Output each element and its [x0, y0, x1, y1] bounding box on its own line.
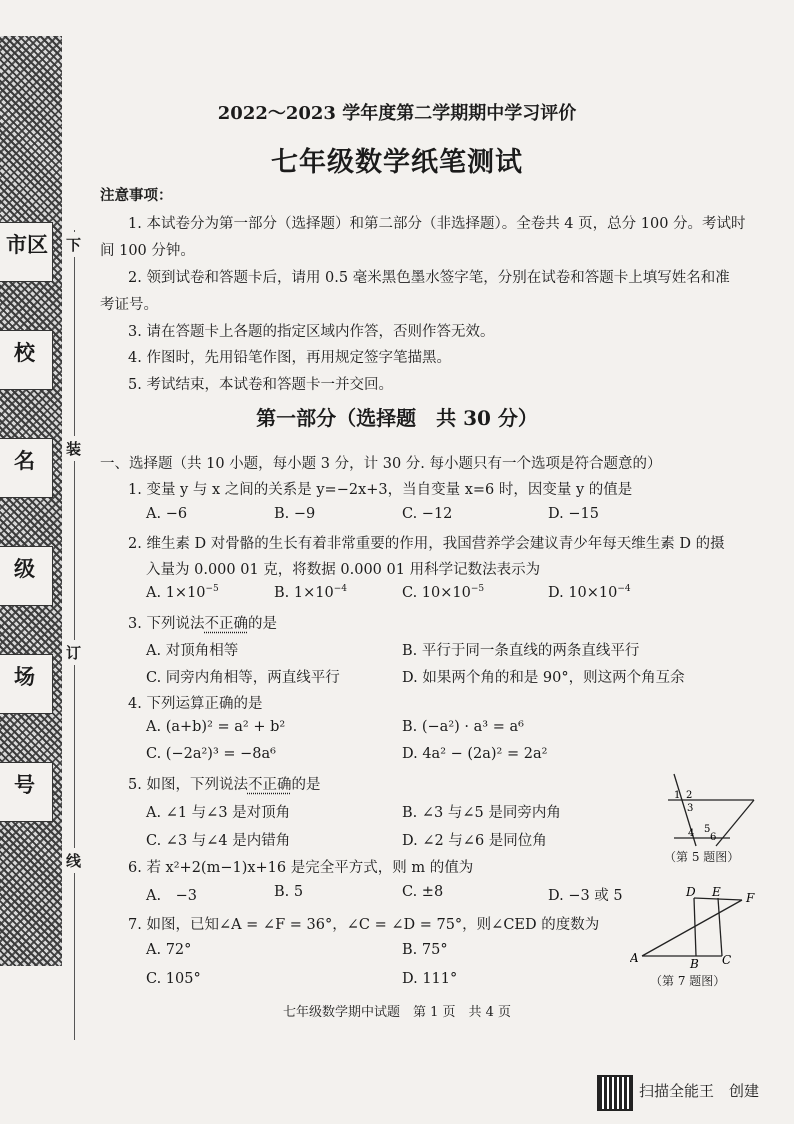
q5-option-c: C. ∠3 与∠4 是内错角	[146, 833, 291, 849]
info-box-room	[0, 654, 53, 714]
q4-option-c: C. (−2a²)³ = −8a⁶	[146, 746, 276, 762]
q7-option-d: D. 111°	[402, 971, 458, 987]
q5-caption: （第 5 题图）	[664, 850, 740, 864]
q7-point-d: D	[686, 885, 696, 899]
q7-caption: （第 7 题图）	[650, 974, 726, 988]
label-class: 级	[14, 556, 35, 581]
q7-point-a: A	[630, 951, 639, 965]
q7-point-b: B	[690, 957, 699, 970]
info-box-name	[0, 438, 53, 498]
q1-option-b: B. −9	[274, 506, 316, 522]
q7-option-b: B. 75°	[402, 942, 448, 958]
q4-option-a: A. (a+b)² = a² + b²	[146, 719, 286, 735]
q2-option-a: A. $1\times 10^{-5}$	[146, 584, 219, 601]
note-line-3: 3. 请在答题卡上各题的指定区域内作答，否则作答无效。	[128, 324, 495, 340]
section-title: 第一部分（选择题 共 30 分）	[256, 406, 538, 430]
section-intro: 一、选择题（共 10 小题，每小题 3 分，计 30 分. 每小题只有一个选项是符合题意的）	[100, 456, 662, 472]
info-box-school	[0, 330, 53, 390]
exam-title: 七年级数学纸笔测试	[271, 147, 523, 178]
binding-char-zhuang: 装	[66, 436, 81, 461]
q5-angle-6: 6	[710, 832, 717, 843]
q6-stem: 6. 若 x²+2(m−1)x+16 是完全平方式，则 m 的值为	[128, 860, 474, 876]
q3-option-b: B. 平行于同一条直线的两条直线平行	[402, 643, 640, 659]
q4-stem: 4. 下列运算正确的是	[128, 696, 263, 712]
info-box-number	[0, 762, 53, 822]
q2-option-b: B. $1\times 10^{-4}$	[274, 584, 347, 601]
q7-line-ec	[718, 898, 722, 956]
exam-year-title: 2022～2023 学年度第二学期期中学习评价	[217, 103, 577, 124]
q3-option-a: A. 对顶角相等	[146, 643, 239, 659]
q5-figure	[660, 770, 770, 850]
q3-stem: 3. 下列说法不正确的是	[128, 616, 277, 632]
q6-option-c: C. ±8	[402, 884, 444, 900]
q5-option-d: D. ∠2 与∠6 是同位角	[402, 833, 547, 849]
note-line-2: 2. 领到试卷和答题卡后，请用 0.5 毫米黑色墨水签字笔，分别在试卷和答题卡上填写姓名和准	[128, 270, 730, 286]
label-number: 号	[14, 772, 35, 797]
q2-stem-line2: 入量为 0.000 01 克，将数据 0.000 01 用科学记数法表示为	[146, 562, 541, 578]
note-line-2b: 考证号。	[100, 297, 158, 313]
q2-option-d: D. $10\times 10^{-4}$	[548, 584, 631, 601]
q2-stem-line1: 2. 维生素 D 对骨骼的生长有着非常重要的作用，我国营养学会建议青少年每天维生素 D 的摄	[128, 536, 725, 552]
label-district: 市区	[6, 232, 48, 257]
q7-figure	[630, 884, 764, 970]
q3-option-d: D. 如果两个角的和是 90°，则这两个角互余	[402, 670, 685, 686]
q7-stem: 7. 如图，已知∠A = ∠F = 36°，∠C = ∠D = 75°，则∠CED 的度数为	[128, 917, 600, 933]
q4-option-b: B. (−a²) · a³ = a⁶	[402, 719, 524, 735]
q6-option-d: D. −3 或 5	[548, 888, 623, 904]
q3-option-c: C. 同旁内角相等，两直线平行	[146, 670, 340, 686]
q4-option-d: D. 4a² − (2a)² = 2a²	[402, 746, 548, 762]
info-box-class	[0, 546, 53, 606]
q5-angle-2: 2	[686, 790, 693, 801]
binding-char-xia: 下	[66, 232, 81, 257]
q7-point-e: E	[712, 885, 721, 899]
note-line-1: 1. 本试卷分为第一部分（选择题）和第二部分（非选择题）。全卷共 4 页，总分 100 分。考试时	[128, 216, 746, 232]
q1-option-d: D. −15	[548, 506, 599, 522]
q5-option-b: B. ∠3 与∠5 是同旁内角	[402, 805, 561, 821]
q7-point-c: C	[722, 953, 732, 967]
binding-char-ding: 订	[66, 640, 81, 665]
q5-option-a: A. ∠1 与∠3 是对顶角	[146, 805, 291, 821]
note-line-5: 5. 考试结束，本试卷和答题卡一并交回。	[128, 377, 393, 393]
q5-slant-line	[716, 800, 754, 846]
qr-code-icon	[597, 1075, 633, 1111]
q1-option-c: C. −12	[402, 506, 453, 522]
q7-option-c: C. 105°	[146, 971, 201, 987]
label-room: 场	[14, 664, 35, 689]
label-name: 名	[14, 448, 35, 473]
q2-option-c: C. $10\times 10^{-5}$	[402, 584, 485, 601]
label-school: 校	[14, 340, 35, 365]
page-footer: 七年级数学期中试题 第 1 页 共 4 页	[282, 1005, 512, 1020]
note-line-4: 4. 作图时，先用铅笔作图，再用规定签字笔描黑。	[128, 350, 451, 366]
q5-stem: 5. 如图，下列说法不正确的是	[128, 777, 321, 793]
q6-option-b: B. 5	[274, 884, 304, 900]
scanner-watermark: 扫描全能王 创建	[639, 1082, 760, 1100]
q1-option-a: A. −6	[146, 506, 188, 522]
q5-angle-3: 3	[687, 803, 694, 814]
q5-angle-5: 5	[704, 824, 711, 835]
q7-line-af	[642, 900, 742, 956]
binding-line	[74, 230, 75, 1040]
q7-option-a: A. 72°	[146, 942, 192, 958]
q5-angle-4: 4	[688, 828, 695, 839]
q6-option-a: A. −3	[146, 888, 197, 904]
q1-stem: 1. 变量 y 与 x 之间的关系是 y=−2x+3，当自变量 x=6 时，因变量 y 的值是	[128, 482, 633, 498]
q5-angle-1: 1	[674, 790, 681, 801]
q7-point-f: F	[746, 891, 755, 905]
binding-char-xian: 线	[66, 848, 81, 873]
info-box-district	[0, 222, 53, 282]
notes-heading: 注意事项：	[100, 187, 173, 204]
note-line-1b: 间 100 分钟。	[100, 243, 195, 259]
